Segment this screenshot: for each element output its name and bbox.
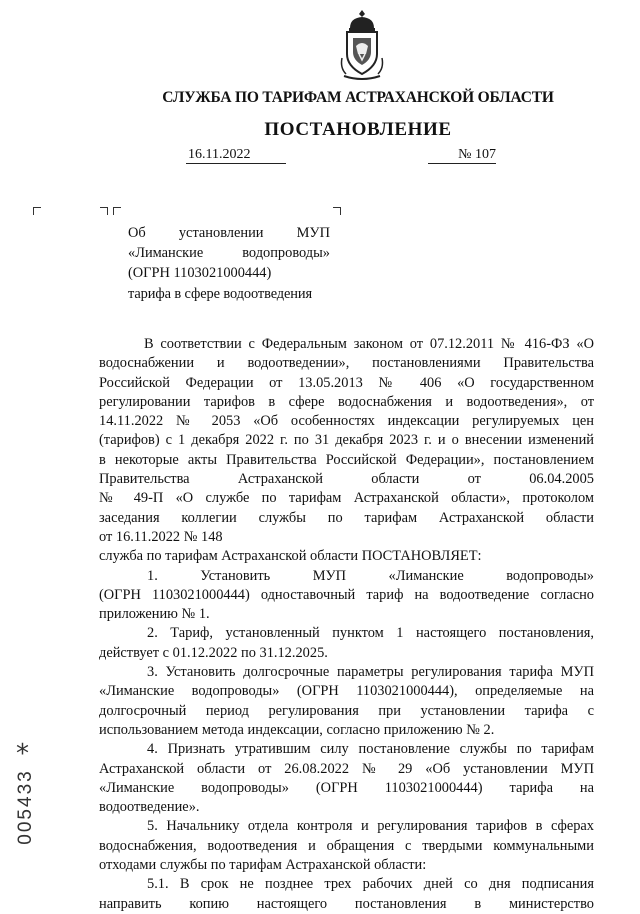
body-line: заседания коллегии службы по тарифам Астраханской области: [99, 509, 594, 526]
document-type: ПОСТАНОВЛЕНИЕ: [264, 119, 452, 140]
body-line: Правительства Астраханской области от 06.04.2005: [99, 471, 594, 488]
body-line: водоотведение».: [99, 799, 200, 816]
body-line: регулировании тарифов в сфере водоснабжения и водоотведения», от: [99, 393, 594, 410]
body-line: 5. Начальнику отдела контроля и регулирования тарифов в сферах: [147, 818, 594, 835]
corner-mark: [100, 207, 108, 215]
document-number: № 107: [428, 146, 496, 164]
subject-line: тарифа в сфере водоотведения: [128, 285, 313, 302]
body-line: приложению № 1.: [99, 606, 210, 623]
body-line: Астраханской области от 26.08.2022 № 29 «Об установлении МУП: [99, 760, 594, 777]
body-line: (ОГРН 1103021000444) одноставочный тариф на водоотведение согласно: [99, 586, 594, 603]
body-line: водоснабжения, водоотведения и обращения с твердыми коммунальными: [99, 837, 594, 854]
document-body: [99, 335, 594, 914]
body-line: 4. Признать утратившим силу постановление службы по тарифам: [147, 741, 594, 758]
body-line: 3. Установить долгосрочные параметры регулирования тарифа МУП: [147, 664, 594, 681]
subject-line: (ОГРН 1103021000444): [128, 265, 272, 282]
body-line: «Лиманские водопроводы» (ОГРН 1103021000444), определяемые на: [99, 683, 594, 700]
body-line: направить копию настоящего постановления в министерство: [99, 895, 594, 912]
corner-mark: [333, 207, 341, 215]
body-line: 1. Установить МУП «Лиманские водопроводы»: [147, 567, 594, 584]
body-line: использованием метода индексации, согласно приложению № 2.: [99, 721, 495, 738]
registration-stamp: [14, 752, 38, 862]
corner-mark: [113, 207, 121, 215]
subject-line: «Лиманские водопроводы»: [128, 245, 330, 262]
body-line: (тарифов) с 1 декабря 2022 г. по 31 декабря 2023 г. и о внесении изменений: [99, 432, 594, 449]
stamp-asterisk: *: [16, 739, 29, 769]
body-line: 14.11.2022 № 2053 «Об особенностях индексации регулируемых цен: [99, 413, 594, 430]
body-line: служба по тарифам Астраханской области ПОСТАНОВЛЯЕТ:: [99, 548, 482, 565]
body-line: В соответствии с Федеральным законом от 07.12.2011 № 416-ФЗ «О: [144, 336, 594, 352]
stamp-number: 005433: [15, 769, 36, 845]
document-date: 16.11.2022: [186, 146, 286, 164]
body-line: 5.1. В срок не позднее трех рабочих дней со дня подписания: [147, 876, 594, 893]
body-line: № 49-П «О службе по тарифам Астраханской области», протоколом: [99, 490, 594, 507]
agency-name: СЛУЖБА ПО ТАРИФАМ АСТРАХАНСКОЙ ОБЛАСТИ: [162, 89, 554, 106]
body-line: «Лиманские водопроводы» (ОГРН 1103021000444) тарифа на: [99, 779, 594, 796]
corner-mark: [33, 207, 41, 215]
subject-line: Об установлении МУП: [128, 225, 330, 241]
body-line: водоснабжении и водоотведении», постановлениями Правительства: [99, 355, 594, 372]
coat-of-arms-icon: [336, 8, 388, 84]
body-line: действует с 01.12.2022 по 31.12.2025.: [99, 644, 328, 661]
body-line: в некоторые акты Правительства Российской Федерации», постановлением: [99, 451, 594, 468]
body-line: 2. Тариф, установленный пунктом 1 настоящего постановления,: [147, 625, 594, 642]
body-line: отходами службы по тарифам Астраханской области:: [99, 857, 427, 874]
body-line: от 16.11.2022 № 148: [99, 528, 223, 545]
document-subject: [128, 223, 330, 304]
body-line: Российской Федерации от 13.05.2013 № 406 «О государственном: [99, 374, 594, 391]
body-line: долгосрочный период регулирования при установлении тарифа с: [99, 702, 594, 719]
